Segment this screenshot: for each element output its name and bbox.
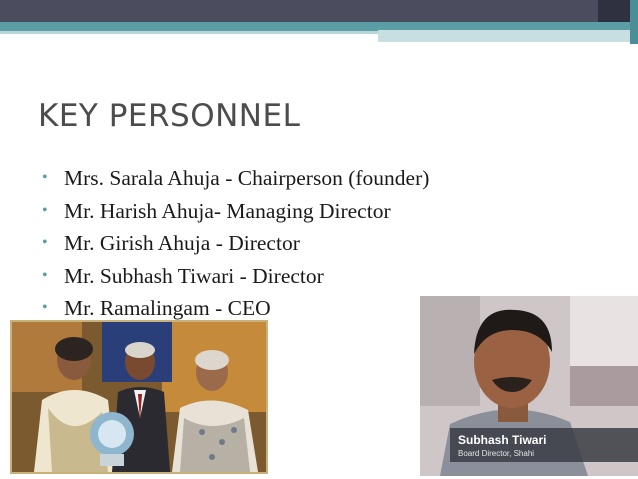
personnel-item xyxy=(42,162,429,195)
header-stripe-accent xyxy=(378,30,638,42)
portrait-caption-role: Board Director, Shahi xyxy=(458,449,535,458)
personnel-text: Mr. Ramalingam - CEO xyxy=(64,296,271,320)
personnel-list xyxy=(42,162,429,325)
bullet-icon: • xyxy=(42,266,48,284)
personnel-text: Mr. Subhash Tiwari - Director xyxy=(64,263,324,288)
personnel-item xyxy=(42,195,429,228)
personnel-text: Mr. Girish Ahuja - Director xyxy=(64,231,300,255)
award-photo xyxy=(10,320,268,474)
bullet-icon: • xyxy=(42,234,48,251)
header-edge-accent xyxy=(630,0,638,44)
personnel-item xyxy=(42,227,429,260)
personnel-text: Mr. Harish Ahuja- Managing Director xyxy=(64,198,391,223)
header-band xyxy=(0,0,638,22)
bullet-icon: • xyxy=(42,201,48,219)
slide-title: KEY PERSONNEL xyxy=(38,98,301,134)
portrait-caption-name: Subhash Tiwari xyxy=(458,433,547,447)
personnel-text: Mrs. Sarala Ahuja - Chairperson (founder) xyxy=(64,166,430,190)
bullet-icon: • xyxy=(42,169,48,186)
personnel-item xyxy=(42,260,429,293)
award-photo-illustration xyxy=(12,322,266,472)
bullet-icon: • xyxy=(42,299,48,316)
